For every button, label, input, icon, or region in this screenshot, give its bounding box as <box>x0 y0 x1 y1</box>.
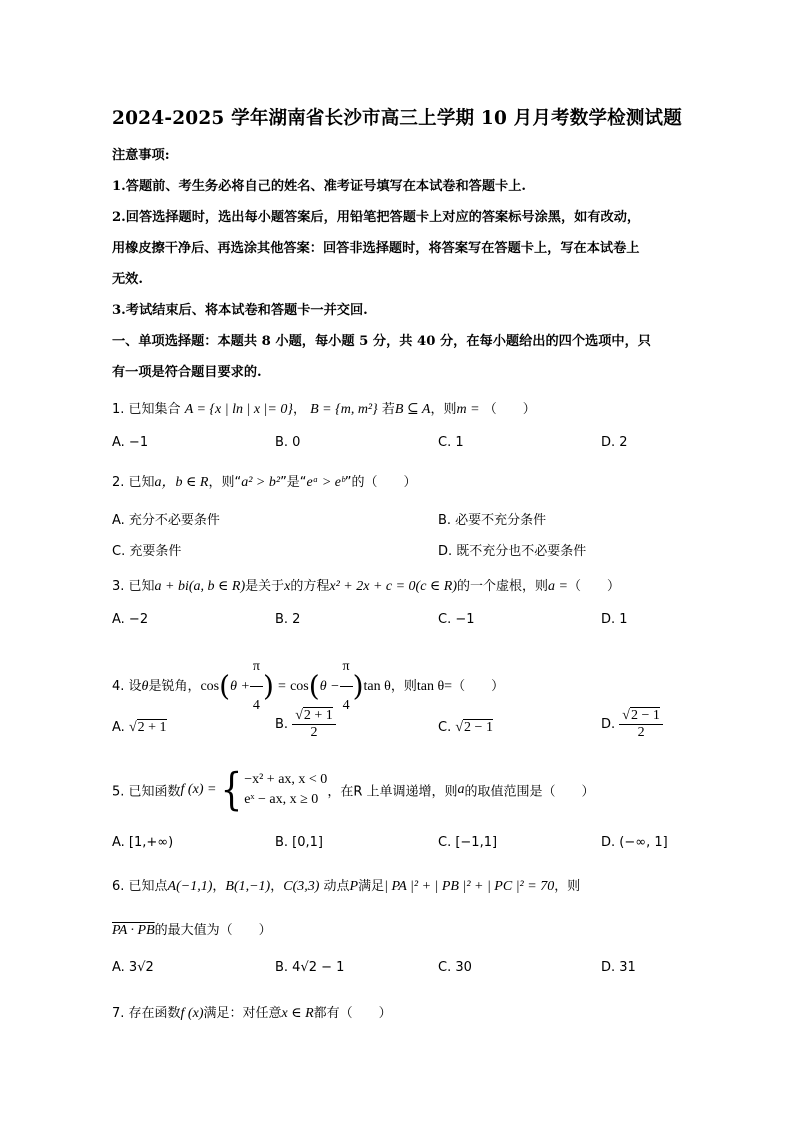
q4-ask2: tan θ= <box>416 679 453 694</box>
q2-tail: ”的（ ） <box>344 475 417 490</box>
q1-prefix: 1. 已知集合 <box>112 402 181 417</box>
q4-option-c <box>438 720 493 736</box>
q1-cond: B ⊆ A <box>394 402 431 417</box>
q6-option-a: A. 3√2 <box>112 960 154 975</box>
q6-mid: 动点 <box>319 879 350 894</box>
q1-option-c: C. 1 <box>438 435 464 450</box>
q6-line-2-text: 的最大值为（ ） <box>154 923 272 938</box>
q2-option-d: D. 既不充分也不必要条件 <box>438 544 587 559</box>
q5-var: a <box>457 782 465 797</box>
q7-tail: 都有（ ） <box>313 1006 392 1021</box>
q4-cos-1: cos <box>200 679 220 694</box>
q6-sep-2: ， <box>270 879 284 894</box>
q1-set-b: B = {m, m²} <box>310 402 378 417</box>
q1-ask: ，则 <box>430 402 457 417</box>
q7-mid: 满足：对任意 <box>203 1006 282 1021</box>
q3-option-c: C. −1 <box>438 612 475 627</box>
q3-expr: a + bi(a, b ∈ R) <box>154 579 246 594</box>
q1-tail: （ ） <box>483 402 536 417</box>
q2-vars: a，b ∈ R <box>154 475 209 490</box>
q2-mid1: ，则“ <box>208 475 242 490</box>
q3-tail: 的一个虚根，则 <box>457 579 549 594</box>
q5-option-d: D. (−∞, 1] <box>601 835 668 850</box>
q3-option-a: A. −2 <box>112 612 149 627</box>
q4-option-b-den: 2 <box>310 725 318 740</box>
q4-option-d-den: 2 <box>637 725 645 740</box>
notice-heading: 注意事项: <box>112 148 170 163</box>
q1-cond-text: 若 <box>381 402 395 417</box>
q4-frac-1 <box>250 648 263 725</box>
q2-option-a: A. 充分不必要条件 <box>112 513 220 528</box>
question-5 <box>112 764 595 816</box>
q6-cond-text: 满足 <box>358 879 385 894</box>
q4-frac-1-num: π <box>250 648 263 687</box>
q4-ask: ，则 <box>390 679 417 694</box>
q5-option-c: C. [−1,1] <box>438 835 498 850</box>
q3-option-d: D. 1 <box>601 612 628 627</box>
q4-eq: = <box>278 679 286 694</box>
q6-sep-1: ， <box>212 879 226 894</box>
q5-fx: f (x) = <box>180 782 217 797</box>
q3-prefix: 3. 已知 <box>112 579 155 594</box>
q3-mid: 是关于 <box>245 579 285 594</box>
q5-mid: ，在R 上单调递增，则 <box>327 784 458 800</box>
q7-fx: f (x) <box>180 1006 204 1021</box>
q4-option-c-value: √2 − 1 <box>455 720 493 735</box>
q7-prefix: 7. 存在函数 <box>112 1006 181 1021</box>
q6-cond: | PA |² + | PB |² + | PC |² = 70 <box>384 879 555 894</box>
q3-var: x <box>284 579 291 594</box>
question-6-line-2 <box>112 919 272 939</box>
question-2 <box>112 471 417 491</box>
q4-option-a <box>112 720 167 736</box>
q1-set-a: A = {x | ln | x |= 0} <box>184 402 293 417</box>
q4-end: （ ） <box>452 679 505 694</box>
q5-option-a: A. [1,+∞) <box>112 835 174 850</box>
q4-option-d-label: D. <box>601 717 616 732</box>
q3-mid2: 的方程 <box>290 579 330 594</box>
q4-option-a-value: √2 + 1 <box>128 720 167 735</box>
q4-option-b-label: B. <box>275 717 289 732</box>
q4-option-c-label: C. <box>438 720 452 735</box>
q5-prefix: 5. 已知函数 <box>112 784 181 800</box>
q4-option-b <box>275 708 336 741</box>
q2-mid2: ”是“ <box>280 475 307 490</box>
q4-theta: θ <box>141 679 149 694</box>
q4-frac-2 <box>340 648 353 725</box>
q4-option-d <box>601 708 663 741</box>
q4-paren-open-2: ( <box>308 669 320 703</box>
page-title: 2024-2025 学年湖南省长沙市高三上学期 10 月月考数学检测试题 <box>112 108 682 129</box>
q5-case-2: eˣ − ax, x ≥ 0 <box>244 792 319 807</box>
q2-option-c: C. 充要条件 <box>112 544 182 559</box>
q6-option-b: B. 4√2 − 1 <box>275 960 345 975</box>
section-heading-line-1: 一、单项选择题：本题共 8 小题，每小题 5 分，共 40 分，在每小题给出的四个选项中，只 <box>112 334 651 349</box>
q3-end: （ ） <box>567 579 620 594</box>
q6-option-c: C. 30 <box>438 960 472 975</box>
q1-option-d: D. 2 <box>601 435 628 450</box>
notice-item-3: 3.考试结束后、将本试卷和答题卡一并交回. <box>112 303 368 318</box>
q6-prefix: 6. 已知点 <box>112 879 168 894</box>
q4-paren-close-1: ) <box>262 669 274 703</box>
q4-frac-2-den: 4 <box>342 698 350 713</box>
q5-cases <box>244 770 327 810</box>
question-3 <box>112 575 620 595</box>
q1-var: m = <box>456 402 480 417</box>
q3-option-b: B. 2 <box>275 612 301 627</box>
q4-option-d-frac <box>619 708 663 741</box>
q2-prefix: 2. 已知 <box>112 475 155 490</box>
q1-sep: ， <box>292 402 306 417</box>
q4-paren-close-2: ) <box>352 669 364 703</box>
q4-option-d-num: √2 − 1 <box>619 708 663 725</box>
q4-option-a-label: A. <box>112 720 125 735</box>
q3-ask: a = <box>548 579 568 594</box>
q3-eq: x² + 2x + c = 0(c ∈ R) <box>329 579 458 594</box>
q6-vector-product: PA · PB <box>112 923 155 938</box>
notice-item-2-line-1: 2.回答选择题时，选出每小题答案后，用铅笔把答题卡上对应的答案标号涂黑，如有改动， <box>112 210 641 225</box>
q6-point-p: P <box>349 879 359 894</box>
q4-minus-theta: θ − <box>319 679 340 694</box>
q6-tail: ，则 <box>554 879 581 894</box>
q2-cond1: a² > b² <box>241 475 281 490</box>
notice-item-2-line-2: 用橡皮擦干净后、再选涂其他答案：回答非选择题时，将答案写在答题卡上，写在本试卷上 <box>112 241 640 256</box>
q7-cond: x ∈ R <box>281 1006 314 1021</box>
q1-option-b: B. 0 <box>275 435 301 450</box>
q4-cos-2: cos <box>290 679 309 694</box>
q5-option-b: B. [0,1] <box>275 835 324 850</box>
q4-option-b-num: √2 + 1 <box>292 708 336 725</box>
q4-mid: 是锐角， <box>148 679 201 694</box>
q4-plus-theta: θ + <box>230 679 250 694</box>
notice-item-2-line-3: 无效. <box>112 272 143 287</box>
q1-option-a: A. −1 <box>112 435 149 450</box>
question-6 <box>112 875 580 895</box>
notice-item-1: 1.答题前、考生务必将自己的姓名、准考证号填写在本试卷和答题卡上. <box>112 179 526 194</box>
q4-prefix: 4. 设 <box>112 679 142 694</box>
q4-tan: tan θ <box>363 679 391 694</box>
q6-point-c: C(3,3) <box>283 879 320 894</box>
question-1 <box>112 398 536 418</box>
q5-tail: 的取值范围是（ ） <box>464 784 595 800</box>
question-7 <box>112 1002 392 1022</box>
q4-frac-1-den: 4 <box>252 698 260 713</box>
section-heading-line-2: 有一项是符合题目要求的. <box>112 365 262 380</box>
q4-paren-open-1: ( <box>219 669 231 703</box>
q4-frac-2-num: π <box>340 648 353 687</box>
q6-point-a: A(−1,1) <box>167 879 213 894</box>
q5-brace: { <box>220 764 243 816</box>
q2-option-b: B. 必要不充分条件 <box>438 513 547 528</box>
q4-option-b-frac <box>292 708 336 741</box>
q2-cond2: eᵃ > eᵇ <box>306 475 345 490</box>
q6-point-b: B(1,−1) <box>225 879 271 894</box>
q6-option-d: D. 31 <box>601 960 636 975</box>
q5-case-1: −x² + ax, x < 0 <box>244 772 328 787</box>
